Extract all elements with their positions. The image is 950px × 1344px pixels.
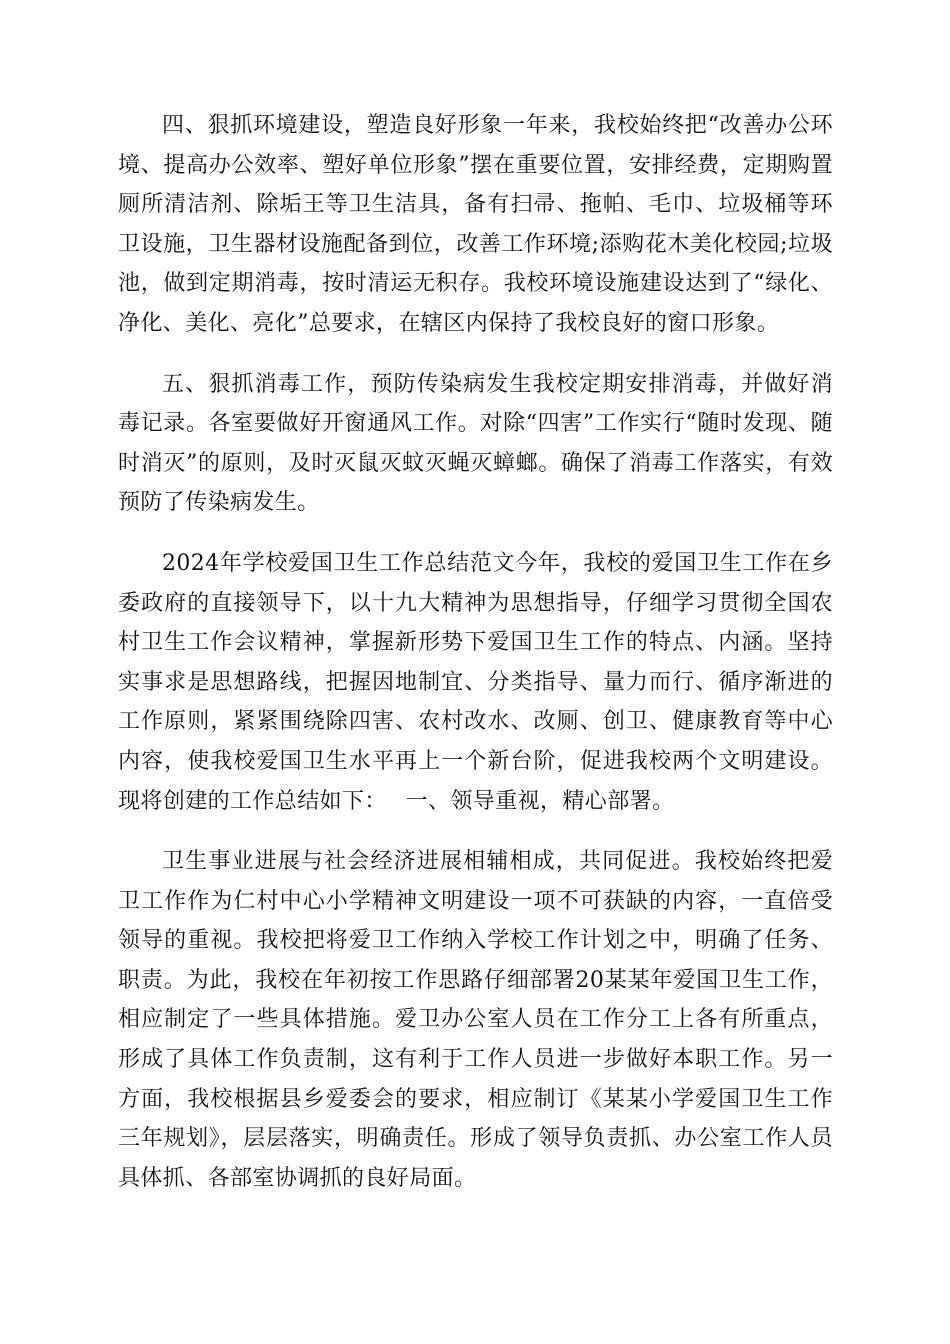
paragraph-disinfection: 五、狠抓消毒工作，预防传染病发生我校定期安排消毒，并做好消毒记录。各室要做好开窗通风工作。对除“四害”工作实行“随时发现、随时消灭”的原则，及时灭鼠灭蚊灭蝇灭蟑螂。确保了消毒工作落实，有效预防了传染病发生。 xyxy=(118,371,833,516)
paragraph-summary-intro: 2024年学校爱国卫生工作总结范文今年，我校的爱国卫生工作在乡委政府的直接领导下，以十九大精神为思想指导，仔细学习贯彻全国农村卫生工作会议精神，掌握新形势下爱国卫生工作的特点、内涵。坚持实事求是思想路线，把握因地制宜、分类指导、量力而行、循序渐进的工作原则，紧紧围绕除四害、农村改水、改厕、创卫、健康教育等中心内容，使我校爱国卫生水平再上一个新台阶，促进我校两个文明建设。现将创建的工作总结如下： 一、领导重视，精心部署。 xyxy=(118,550,833,814)
document-body xyxy=(118,106,833,1219)
paragraph-leadership: 卫生事业进展与社会经济进展相辅相成，共同促进。我校始终把爱卫工作作为仁村中心小学精神文明建设一项不可获缺的内容，一直倍受领导的重视。我校把将爱卫工作纳入学校工作计划之中，明确了任务、职责。为此，我校在年初按工作思路仔细部署20某某年爱国卫生工作，相应制定了一些具体措施。爱卫办公室人员在工作分工上各有所重点，形成了具体工作负责制，这有利于工作人员进一步做好本职工作。另一方面，我校根据县乡爱委会的要求，相应制订《某某小学爱国卫生工作三年规划》，层层落实，明确责任。形成了领导负责抓、办公室工作人员具体抓、各部室协调抓的良好局面。 xyxy=(118,849,833,1191)
paragraph-environment: 四、狠抓环境建设，塑造良好形象一年来，我校始终把“改善办公环境、提高办公效率、塑好单位形象”摆在重要位置，安排经费，定期购置厕所清洁剂、除垢王等卫生洁具，备有扫帚、拖帕、毛巾、垃圾桶等环卫设施，卫生器材设施配备到位，改善工作环境;添购花木美化校园;垃圾池，做到定期消毒，按时清运无积存。我校环境设施建设达到了“绿化、净化、美化、亮化”总要求，在辖区内保持了我校良好的窗口形象。 xyxy=(118,113,833,336)
